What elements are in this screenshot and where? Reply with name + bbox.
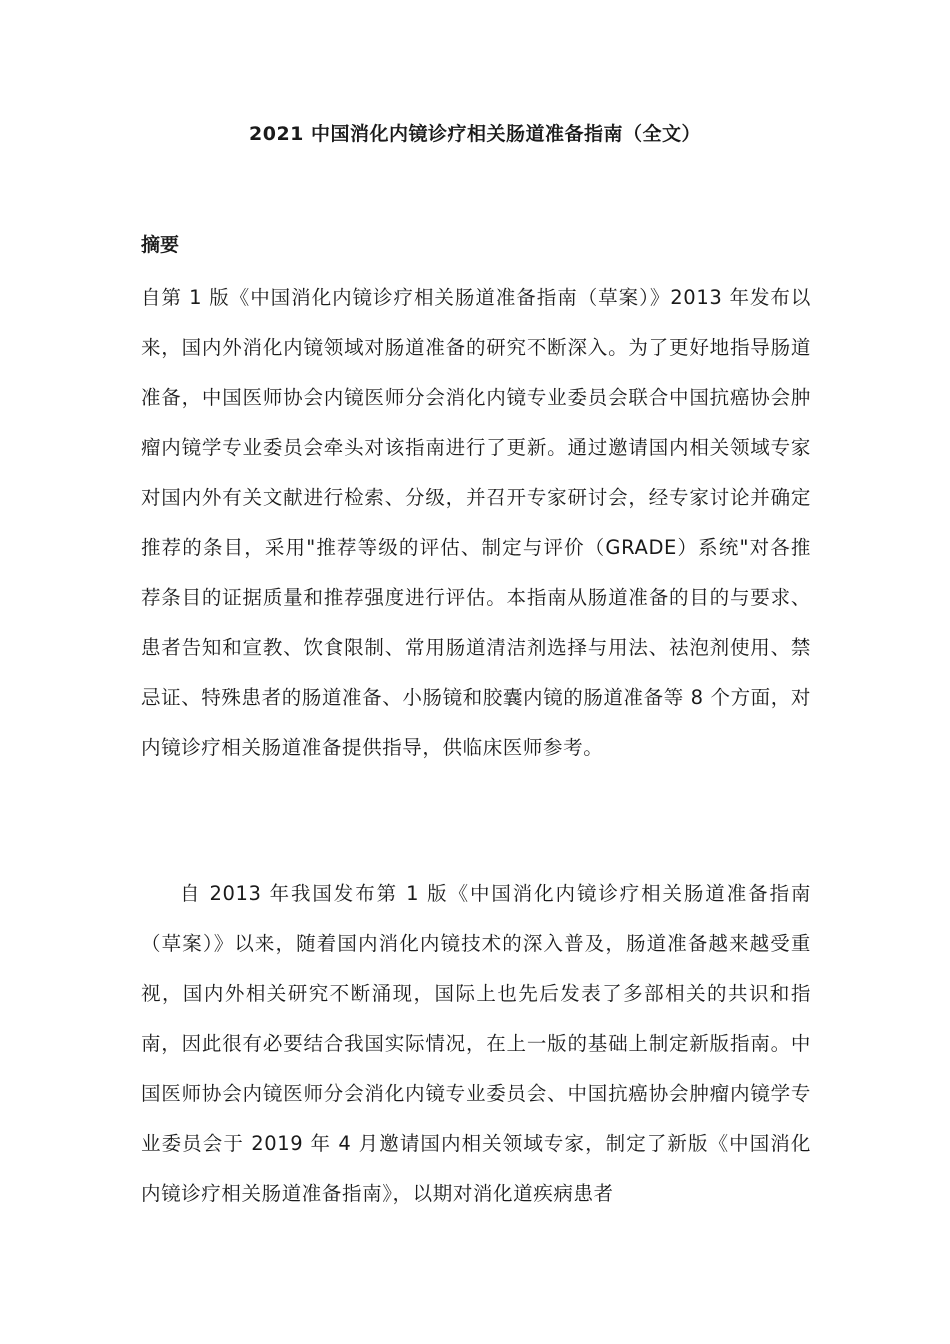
body-paragraph: 自 2013 年我国发布第 1 版《中国消化内镜诊疗相关肠道准备指南（草案）》以来，随着国内消化内镜技术的深入普及，肠道准备越来越受重视，国内外相关研究不断涌现，国际上也先后发表了多部相关的共识和指南，因此很有必要结合我国实际情况，在上一版的基础上制定新版指南。中国医师协会内镜医师分会消化内镜专业委员会、中国抗癌协会肿瘤内镜学专业委员会于 2019 年 4 月邀请国内相关领域专家，制定了新版《中国消化内镜诊疗相关肠道准备指南》，以期对消化道疾病患者	[141, 882, 811, 1205]
abstract-paragraph: 自第 1 版《中国消化内镜诊疗相关肠道准备指南（草案）》2013 年发布以来，国内外消化内镜领域对肠道准备的研究不断深入。为了更好地指导肠道准备，中国医师协会内镜医师分会消化内镜专业委员会联合中国抗癌协会肿瘤内镜学专业委员会牵头对该指南进行了更新。通过邀请国内相关领域专家对国内外有关文献进行检索、分级，并召开专家研讨会，经专家讨论并确定推荐的条目，采用"推荐等级的评估、制定与评价（GRADE）系统"对各推荐条目的证据质量和推荐强度进行评估。本指南从肠道准备的目的与要求、患者告知和宣教、饮食限制、常用肠道清洁剂选择与用法、祛泡剂使用、禁忌证、特殊患者的肠道准备、小肠镜和胶囊内镜的肠道准备等 8 个方面，对内镜诊疗相关肠道准备提供指导，供临床医师参考。	[141, 286, 811, 759]
document-title: 2021 中国消化内镜诊疗相关肠道准备指南（全文）	[249, 123, 701, 145]
abstract-heading: 摘要	[141, 234, 180, 256]
